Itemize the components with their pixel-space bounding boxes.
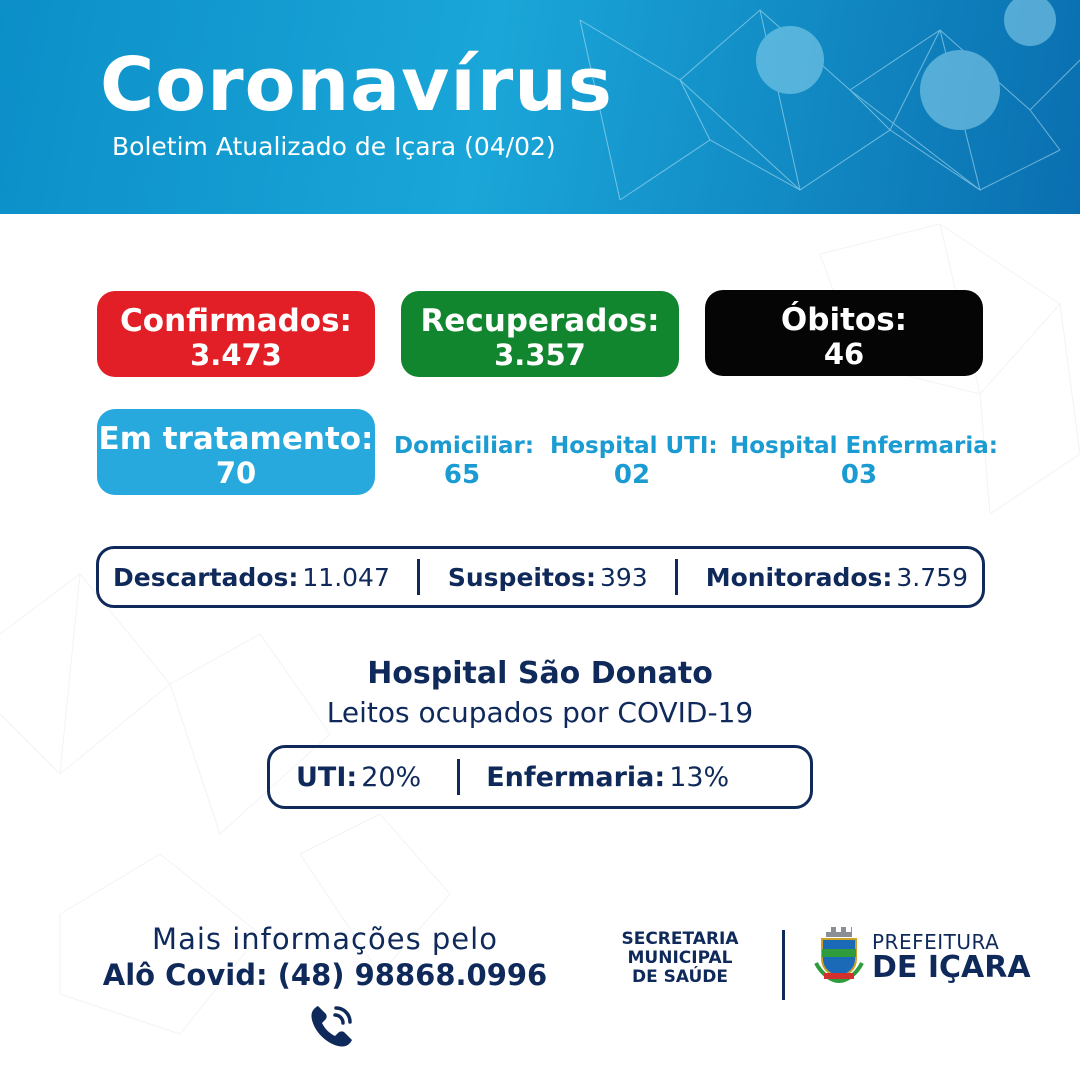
hospital-enfermaria-value: 03 xyxy=(840,460,878,490)
prefeitura-city: DE IÇARA xyxy=(872,950,1031,985)
obitos-value: 46 xyxy=(823,337,865,371)
enfermaria-occupancy xyxy=(486,762,729,793)
obitos-label: Óbitos: xyxy=(780,302,908,338)
hospital-name: Hospital São Donato xyxy=(367,656,713,691)
phone-icon[interactable] xyxy=(306,1000,358,1052)
em-tratamento-card xyxy=(97,409,375,495)
obitos-card xyxy=(705,290,983,376)
recuperados-value: 3.357 xyxy=(494,338,586,372)
coat-of-arms-icon xyxy=(812,925,866,983)
confirmados-card xyxy=(97,291,375,377)
hospital-caption: Leitos ocupados por COVID-19 xyxy=(326,696,754,729)
virus-network-decoration xyxy=(560,0,1080,214)
confirmados-value: 3.473 xyxy=(190,338,282,372)
enfermaria-value: 13% xyxy=(669,761,730,793)
monitorados-stat xyxy=(706,563,968,592)
hospital-enfermaria-label: Hospital Enfermaria: xyxy=(730,433,998,459)
monitorados-value: 3.759 xyxy=(896,562,968,592)
uti-value: 20% xyxy=(361,761,422,793)
divider xyxy=(417,559,420,595)
recuperados-card xyxy=(401,291,679,377)
hospital-uti-value: 02 xyxy=(613,460,651,490)
secretaria-line-2: MUNICIPAL xyxy=(627,948,733,968)
em-tratamento-label: Em tratamento: xyxy=(98,421,374,457)
monitorados-label: Monitorados: xyxy=(705,562,893,592)
hospital-uti-label: Hospital UTI: xyxy=(550,433,718,459)
contact-phone[interactable]: Alô Covid: (48) 98868.0996 xyxy=(102,958,548,992)
page-subtitle: Boletim Atualizado de Içara (04/02) xyxy=(112,132,556,161)
page-title: Coronavírus xyxy=(100,42,613,128)
suspeitos-value: 393 xyxy=(599,562,648,592)
prefeitura-label: PREFEITURA xyxy=(872,930,1000,954)
descartados-value: 11.047 xyxy=(302,562,390,592)
logo-divider xyxy=(782,930,785,1000)
divider xyxy=(457,759,460,795)
contact-intro: Mais informações pelo xyxy=(152,922,498,956)
hospital-uti-stat xyxy=(550,432,718,490)
descartados-stat xyxy=(113,563,390,592)
suspeitos-label: Suspeitos: xyxy=(447,562,596,592)
recuperados-label: Recuperados: xyxy=(420,303,660,339)
header-banner xyxy=(0,0,1080,214)
confirmados-label: Confirmados: xyxy=(120,303,352,339)
domiciliar-label: Domiciliar: xyxy=(394,433,535,459)
uti-occupancy xyxy=(296,762,421,793)
domiciliar-stat xyxy=(394,432,535,490)
domiciliar-value: 65 xyxy=(443,460,481,490)
secretaria-line-1: SECRETARIA xyxy=(621,929,739,949)
secretaria-line-3: DE SAÚDE xyxy=(631,967,729,987)
hospital-enfermaria-stat xyxy=(730,432,998,490)
secretaria-saude-logo xyxy=(608,930,752,987)
suspeitos-stat xyxy=(448,563,648,592)
descartados-label: Descartados: xyxy=(113,562,299,592)
uti-label: UTI: xyxy=(296,761,358,793)
beds-occupancy-bar xyxy=(267,745,813,809)
divider xyxy=(675,559,678,595)
em-tratamento-value: 70 xyxy=(215,456,257,490)
enfermaria-label: Enfermaria: xyxy=(486,761,666,793)
summary-bar xyxy=(96,546,985,608)
